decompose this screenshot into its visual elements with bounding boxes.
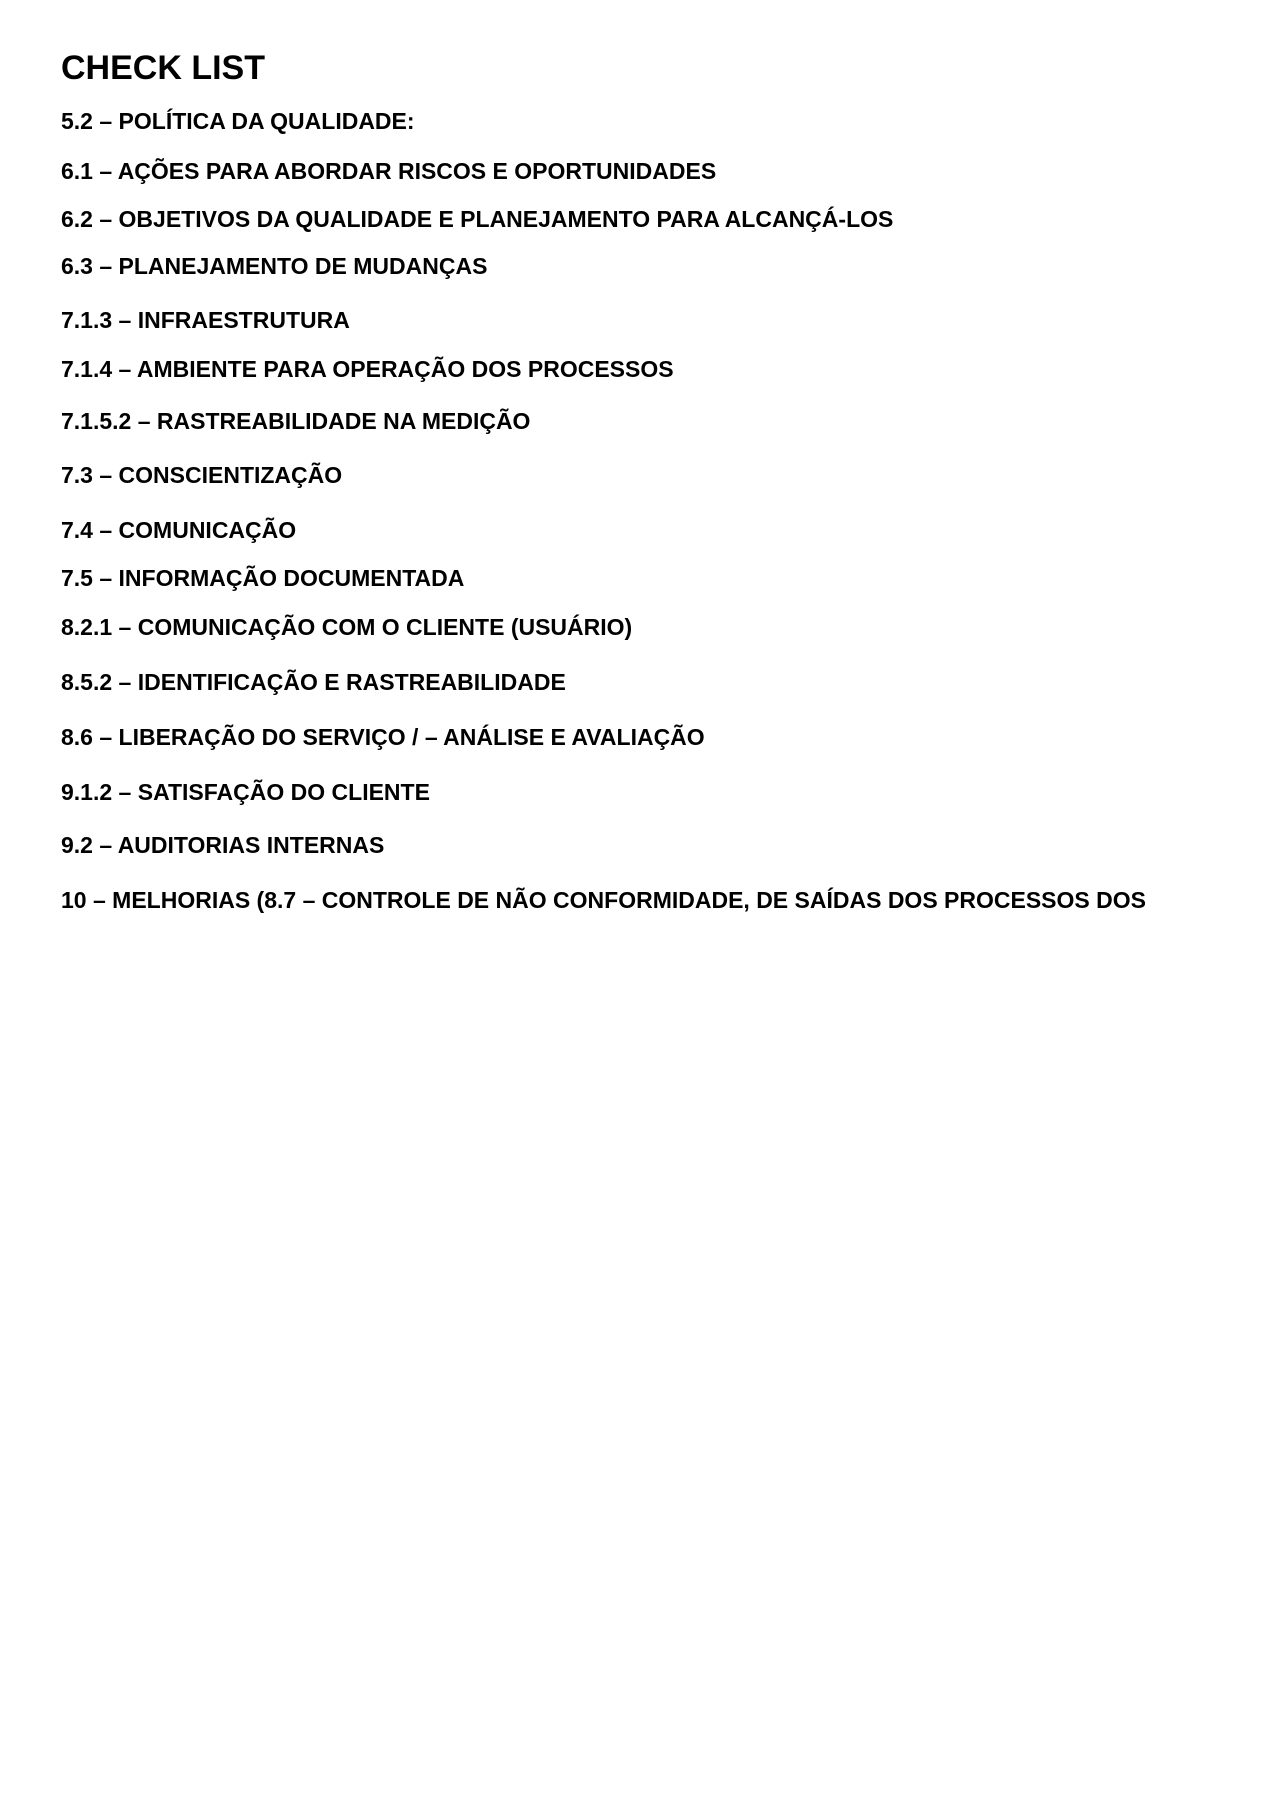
checklist-item: 6.3 – PLANEJAMENTO DE MUDANÇAS xyxy=(61,253,488,279)
checklist-item: 7.1.5.2 – RASTREABILIDADE NA MEDIÇÃO xyxy=(61,408,531,434)
checklist-item: 7.4 – COMUNICAÇÃO xyxy=(61,517,297,543)
checklist-item: 8.2.1 – COMUNICAÇÃO COM O CLIENTE (USUÁRIO) xyxy=(61,614,633,640)
document-title: CHECK LIST xyxy=(61,49,265,87)
checklist-item: 7.1.3 – INFRAESTRUTURA xyxy=(61,307,350,333)
checklist-item: 6.2 – OBJETIVOS DA QUALIDADE E PLANEJAMENTO PARA ALCANÇÁ-LOS xyxy=(61,206,894,232)
checklist-item: 8.6 – LIBERAÇÃO DO SERVIÇO / – ANÁLISE E AVALIAÇÃO xyxy=(61,724,705,750)
checklist-item: 7.1.4 – AMBIENTE PARA OPERAÇÃO DOS PROCESSOS xyxy=(61,356,674,382)
checklist-item: 9.1.2 – SATISFAÇÃO DO CLIENTE xyxy=(61,779,430,805)
checklist-item: 7.3 – CONSCIENTIZAÇÃO xyxy=(61,462,343,488)
checklist-item: 10 – MELHORIAS (8.7 – CONTROLE DE NÃO CONFORMIDADE, DE SAÍDAS DOS PROCESSOS DOS xyxy=(61,887,1146,913)
checklist-item: 7.5 – INFORMAÇÃO DOCUMENTADA xyxy=(61,565,465,591)
checklist-item: 8.5.2 – IDENTIFICAÇÃO E RASTREABILIDADE xyxy=(61,669,566,695)
checklist-item: 5.2 – POLÍTICA DA QUALIDADE: xyxy=(61,108,415,134)
checklist-item: 9.2 – AUDITORIAS INTERNAS xyxy=(61,832,385,858)
checklist-item: 6.1 – AÇÕES PARA ABORDAR RISCOS E OPORTUNIDADES xyxy=(61,158,717,184)
